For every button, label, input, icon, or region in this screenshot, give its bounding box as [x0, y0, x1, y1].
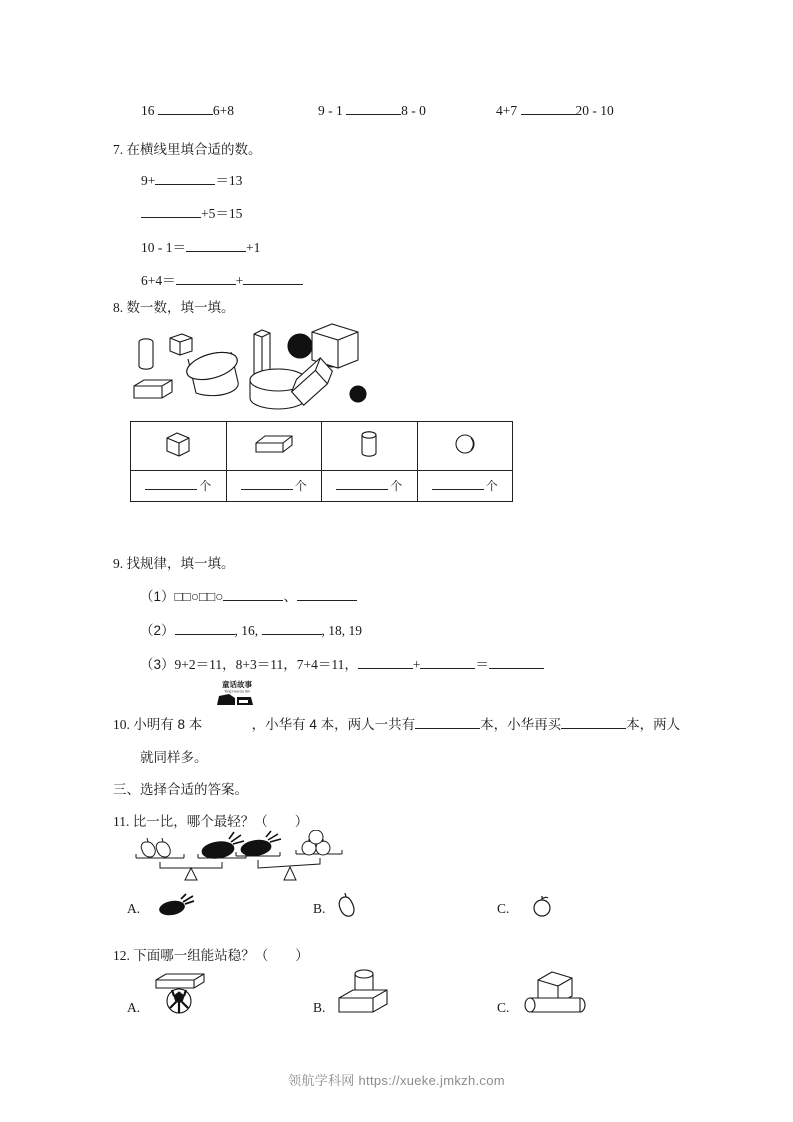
q7-blank-4b[interactable]: [243, 284, 303, 285]
q11-balance-scales: [128, 830, 353, 886]
q7-line-1-before: 9+: [141, 173, 156, 188]
q9-item-3-eq: ＝: [475, 657, 489, 672]
footer-watermark: [0, 1070, 793, 1089]
q10-text-1: 小明有 8 本: [133, 717, 203, 732]
svg-text:童话故事: 童话故事: [222, 680, 252, 689]
compare-right-3: 20 - 10: [575, 103, 614, 118]
compare-blank-3[interactable]: [521, 114, 576, 115]
q12-option-c[interactable]: [497, 1000, 509, 1016]
q7-line-1: [141, 169, 242, 189]
q9-item-2-label: （2）: [140, 623, 175, 638]
q7-line-4: [141, 269, 303, 289]
q7-line-2-after: +5＝15: [201, 206, 243, 221]
question-8-title: 数一数，填一填。: [126, 300, 235, 315]
q8-unit-cube: 个: [199, 479, 212, 493]
compare-left-1: 16: [141, 103, 155, 118]
question-12-heading: [113, 944, 309, 964]
q9-blank-3b[interactable]: [420, 668, 475, 669]
question-7-title: 在横线里填合适的数。: [126, 142, 262, 157]
q8-blank-cylinder[interactable]: [336, 489, 388, 490]
pear-icon: [334, 891, 360, 919]
compare-item-2: [318, 103, 426, 119]
pineapple-icon: [155, 893, 195, 917]
q11-option-b-label: B.: [313, 901, 326, 916]
question-10-line-2: [140, 746, 208, 766]
q12-option-b-label: B.: [313, 1000, 326, 1015]
footer-text: 领航学科网 https://xueke.jmkzh.com: [288, 1073, 505, 1088]
q9-item-3-label: （3）: [140, 657, 175, 672]
q8-cell-icon-cube: [131, 422, 227, 471]
compare-blank-1[interactable]: [158, 114, 213, 115]
q12-option-a[interactable]: [127, 1000, 140, 1016]
question-7-number: 7.: [113, 142, 124, 157]
q10-text-4: 本，两人: [626, 717, 681, 732]
q7-line-3: [141, 236, 260, 256]
q7-blank-3[interactable]: [186, 251, 246, 252]
q9-blank-2b[interactable]: [262, 634, 322, 635]
question-10-line-1: [113, 713, 680, 733]
q9-item-2-part-1: , 16,: [234, 623, 262, 638]
q9-blank-3c[interactable]: [489, 668, 544, 669]
q7-line-1-after: ＝13: [215, 173, 243, 188]
slab-on-ball-icon: [152, 968, 212, 1016]
q9-item-1-separator: 、: [283, 589, 297, 604]
compare-blank-2[interactable]: [346, 114, 401, 115]
q7-line-4-before: 6+4＝: [141, 273, 176, 288]
q9-item-1-pattern: □□○□□○: [174, 589, 224, 604]
compare-left-3: 4+7: [496, 103, 518, 118]
scale-2: [236, 830, 342, 880]
q12-option-b[interactable]: [313, 1000, 325, 1016]
q11-option-c-label: C.: [497, 901, 510, 916]
q9-blank-2a[interactable]: [175, 634, 235, 635]
question-8-heading: [113, 296, 235, 316]
scale-1: [136, 832, 246, 880]
q7-blank-1[interactable]: [155, 184, 215, 185]
q8-cell-answer-cylinder[interactable]: [322, 471, 418, 502]
q8-unit-cuboid: 个: [294, 479, 307, 493]
q7-blank-2[interactable]: [141, 217, 201, 218]
q9-item-3-mid: +: [412, 657, 421, 672]
question-9-title: 找规律，填一填。: [126, 556, 235, 571]
cube-icon: [162, 429, 194, 459]
compare-item-1: [141, 103, 234, 119]
q7-line-3-before: 10 - 1＝: [141, 240, 186, 255]
sphere-icon: [451, 430, 479, 458]
question-11-number: 11.: [113, 814, 130, 829]
question-12-title: 下面哪一组能站稳？（ ）: [133, 948, 309, 963]
svg-text:Tong Hua Gu Shi: Tong Hua Gu Shi: [224, 689, 250, 694]
cylinder-icon: [358, 428, 380, 460]
q9-item-3: [140, 653, 544, 673]
q8-blank-cube[interactable]: [145, 489, 197, 490]
q9-blank-1a[interactable]: [223, 600, 283, 601]
question-11-title: 比一比，哪个最轻？（ ）: [132, 814, 309, 829]
q10-text-3: 本，小华再买: [480, 717, 562, 732]
q11-option-b[interactable]: [313, 901, 325, 917]
q8-cell-icon-sphere: [417, 422, 513, 471]
question-10-number: 10.: [113, 717, 130, 732]
q8-count-table: [130, 421, 513, 502]
section-3-title: 三、选择合适的答案。: [113, 782, 248, 797]
section-3-heading: [113, 778, 248, 798]
q9-item-2: [140, 619, 362, 639]
cylinder-on-cuboid-icon: [333, 966, 395, 1016]
question-11-heading: [113, 810, 308, 830]
apple-icon: [530, 895, 554, 919]
q9-item-2-part-2: , 18, 19: [321, 623, 363, 638]
q9-item-3-given: 9+2＝11，8+3＝11，7+4＝11，: [174, 657, 358, 672]
question-12-number: 12.: [113, 948, 130, 963]
q7-line-3-after: +1: [246, 240, 261, 255]
q8-unit-sphere: 个: [485, 479, 498, 493]
q11-option-a[interactable]: [127, 901, 140, 917]
question-9-heading: [113, 552, 235, 572]
compare-left-2: 9 - 1: [318, 103, 343, 118]
compare-item-3: [496, 103, 614, 119]
q9-blank-3a[interactable]: [358, 668, 413, 669]
q12-option-a-label: A.: [127, 1000, 141, 1015]
q9-item-1: [140, 585, 357, 605]
question-9-number: 9.: [113, 556, 124, 571]
q10-blank-1[interactable]: [415, 728, 480, 729]
q8-blank-sphere[interactable]: [432, 489, 484, 490]
q12-option-c-label: C.: [497, 1000, 510, 1015]
q8-unit-cylinder: 个: [390, 479, 403, 493]
q7-blank-4a[interactable]: [176, 284, 236, 285]
compare-right-1: 6+8: [212, 103, 234, 118]
q8-cell-answer-cuboid[interactable]: [226, 471, 322, 502]
question-7-heading: [113, 138, 262, 158]
q10-text-2: ，小华有 4 本，两人一共有: [251, 717, 416, 732]
q8-solids-illustration-right: [286, 318, 376, 414]
compare-right-2: 8 - 0: [401, 103, 426, 118]
question-8-number: 8.: [113, 300, 124, 315]
storybook-icon: [213, 679, 261, 707]
q8-cell-icon-cylinder: [322, 422, 418, 471]
q10-text-5: 就同样多。: [140, 750, 208, 765]
cube-on-lying-cylinder-icon: [518, 966, 590, 1016]
q10-blank-2[interactable]: [561, 728, 626, 729]
cuboid-icon: [252, 431, 296, 457]
q9-blank-1b[interactable]: [297, 600, 357, 601]
q11-option-a-label: A.: [127, 901, 141, 916]
q8-cell-icon-cuboid: [226, 422, 322, 471]
q9-item-1-label: （1）: [140, 589, 175, 604]
q11-option-c[interactable]: [497, 901, 509, 917]
q7-line-4-after: +: [235, 273, 244, 288]
q8-blank-cuboid[interactable]: [241, 489, 293, 490]
q7-line-2: [141, 202, 242, 222]
q8-cell-answer-cube[interactable]: [131, 471, 227, 502]
q8-cell-answer-sphere[interactable]: [417, 471, 513, 502]
